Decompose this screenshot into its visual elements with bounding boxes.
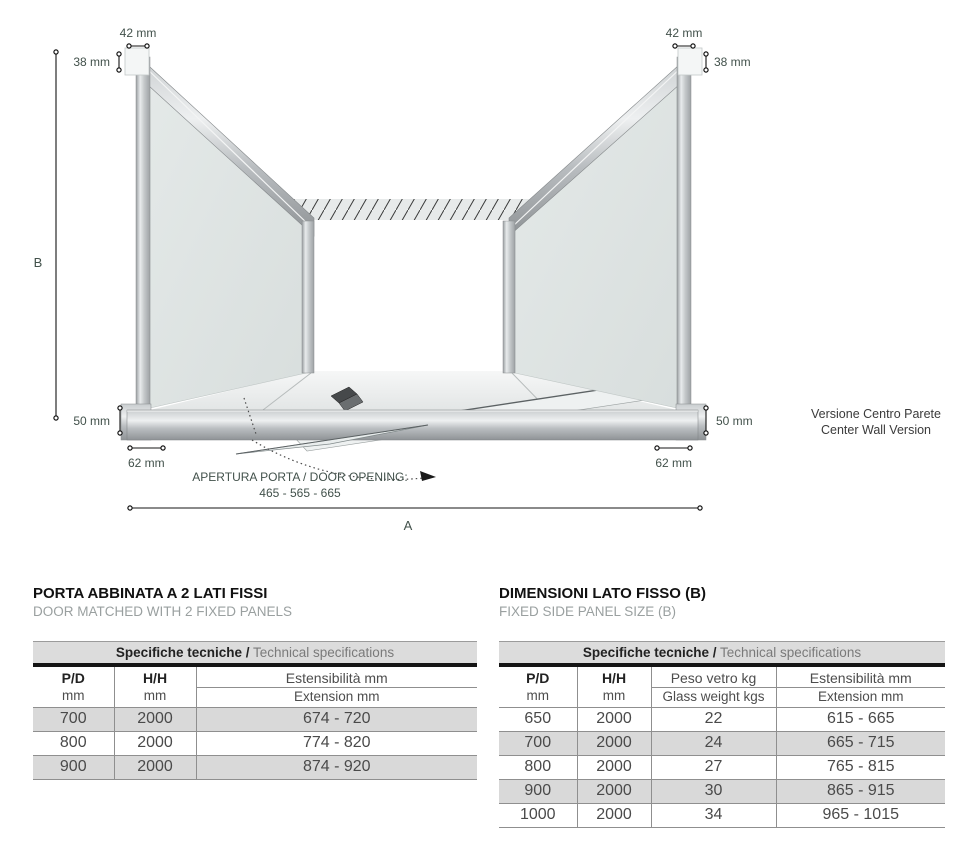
dim-overall-width: A <box>403 518 413 533</box>
table-row: 650 2000 22 615 - 665 <box>499 707 945 731</box>
left-top-cap <box>125 48 149 75</box>
door-spec-section <box>33 585 477 780</box>
fixed-panel-spec-section <box>499 585 945 828</box>
column-header: Peso vetro kg Glass weight kgs <box>651 665 776 708</box>
column-header: P/D mm <box>526 669 550 703</box>
column-header-row <box>499 665 945 708</box>
table-title-italian: DIMENSIONI LATO FISSO (B) <box>499 585 706 602</box>
dim-profile-height-left: 38 mm <box>73 55 110 69</box>
fixed-panel-spec-table <box>499 641 945 828</box>
version-note-line2: Center Wall Version <box>821 423 931 437</box>
table-row: 800 2000 27 765 - 815 <box>499 755 945 779</box>
table-row: 1000 2000 34 965 - 1015 <box>499 803 945 827</box>
table-title-english: FIXED SIDE PANEL SIZE (B) <box>499 604 677 620</box>
dim-top-width-right: 42 mm <box>665 26 703 40</box>
dim-bottom-profile-right: 50 mm <box>716 414 753 428</box>
table-row: 800 2000 774 - 820 <box>33 731 477 755</box>
table-row: 700 2000 24 665 - 715 <box>499 731 945 755</box>
table-header-bar <box>33 641 477 665</box>
shower-tray-bar <box>127 410 698 440</box>
column-header: Estensibilità mm Extension mm <box>196 665 477 708</box>
door-opening-label-line1: APERTURA PORTA / DOOR OPENING: <box>192 470 408 484</box>
door-opening-label-line2: 465 - 565 - 665 <box>259 486 341 500</box>
door-spec-table <box>33 641 477 780</box>
header-regular-text: Technical specifications <box>720 644 862 660</box>
dim-bottom-width-right: 62 mm <box>655 456 692 470</box>
column-header: H/H mm <box>114 665 196 708</box>
table-title-english: DOOR MATCHED WITH 2 FIXED PANELS <box>33 604 293 620</box>
dim-bottom-width-left: 62 mm <box>128 456 165 470</box>
dim-overall-height: B <box>33 255 43 270</box>
header-regular-text: Technical specifications <box>253 644 395 660</box>
table-row: 900 2000 874 - 920 <box>33 755 477 779</box>
dim-top-width-left: 42 mm <box>119 26 157 40</box>
column-header: Estensibilità mm Extension mm <box>776 665 945 708</box>
column-header-row <box>33 665 477 708</box>
right-top-cap <box>678 48 702 75</box>
dim-profile-height-right: 38 mm <box>714 55 751 69</box>
table-row: 700 2000 674 - 720 <box>33 707 477 731</box>
column-header: H/H mm <box>577 665 651 708</box>
version-note-line1: Versione Centro Parete <box>811 407 941 421</box>
header-bold-text: Specifiche tecniche / <box>115 644 250 660</box>
table-title-italian: PORTA ABBINATA A 2 LATI FISSI <box>33 585 268 602</box>
column-header: P/D mm <box>61 669 85 703</box>
dim-bottom-profile-left: 50 mm <box>73 414 110 428</box>
table-row: 900 2000 30 865 - 915 <box>499 779 945 803</box>
table-header-bar <box>499 641 945 665</box>
arrowhead-icon <box>420 471 436 481</box>
header-bold-text: Specifiche tecniche / <box>582 644 717 660</box>
